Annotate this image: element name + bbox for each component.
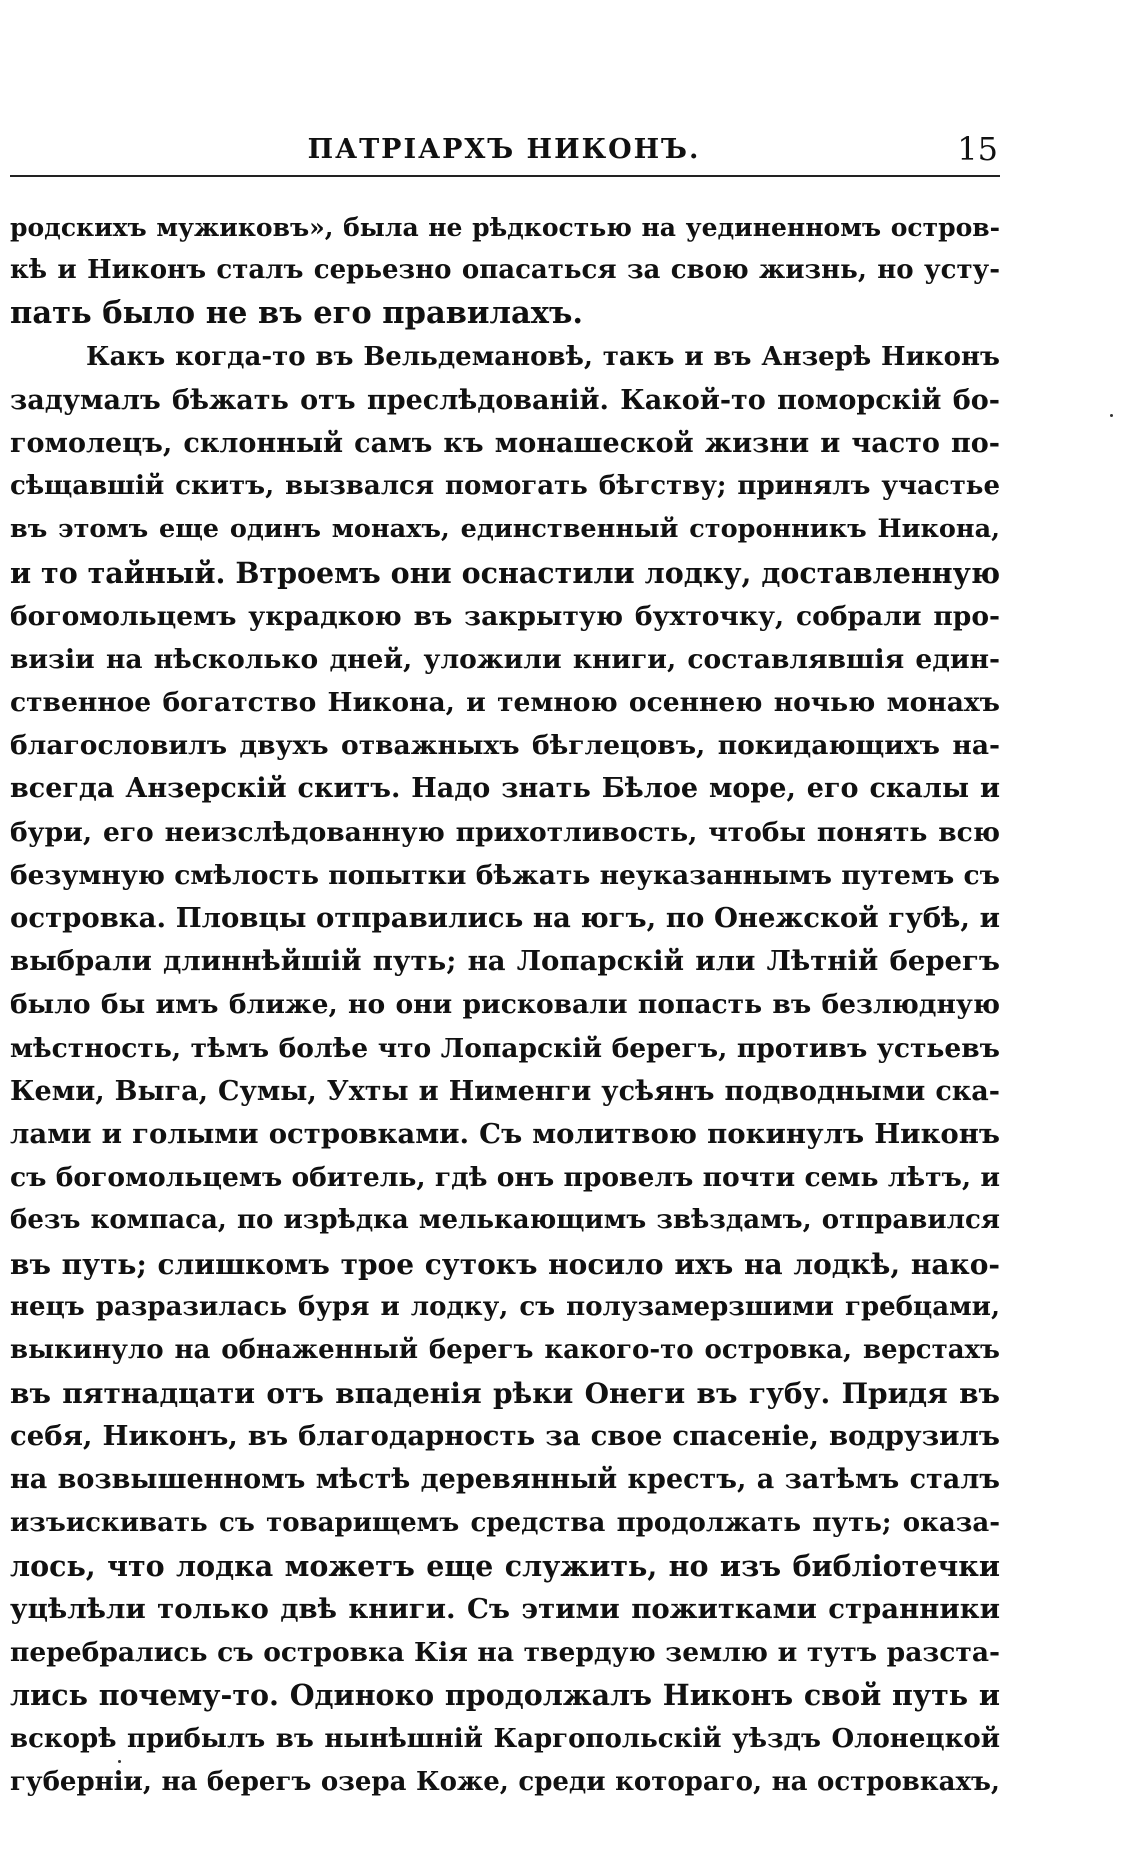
- text-line: гомолецъ, склонный самъ къ монашеской жизни и часто по-: [10, 427, 1000, 459]
- header-rule: [10, 175, 1000, 177]
- text-line: мѣстность, тѣмъ болѣе что Лопарскій берегъ, противъ устьевъ: [10, 1032, 1000, 1064]
- print-speck: [1110, 414, 1113, 417]
- page-number: 15: [957, 130, 998, 168]
- text-line: Кеми, Выга, Сумы, Ухты и Нименги усѣянъ подводными ска-: [10, 1075, 1000, 1107]
- text-line: нецъ разразилась буря и лодку, съ полузамерзшими гребцами,: [10, 1291, 1000, 1322]
- running-title: ПАТРІАРХЪ НИКОНЪ.: [307, 134, 701, 165]
- text-line: всегда Анзерскій скитъ. Надо знать Бѣлое море, его скалы и: [10, 773, 1000, 805]
- text-line: задумалъ бѣжать отъ преслѣдованій. Какой-то поморскій бо-: [10, 384, 1000, 416]
- text-line: было бы имъ ближе, но они рисковали попасть въ безлюдную: [10, 989, 1000, 1021]
- text-line: благословилъ двухъ отважныхъ бѣглецовъ, покидающихъ на-: [10, 730, 1000, 762]
- text-line: вскорѣ прибылъ въ нынѣшній Каргопольскій уѣздъ Олонецкой: [10, 1723, 1000, 1754]
- text-line: изъискивать съ товарищемъ средства продолжать путь; оказа-: [10, 1507, 1000, 1538]
- text-line: островка. Пловцы отправились на югъ, по Онежской губѣ, и: [10, 902, 1000, 934]
- text-line: родскихъ мужиковъ», была не рѣдкостью на уединенномъ остров-: [10, 213, 1000, 242]
- body-text: [10, 206, 1000, 1804]
- text-line: выкинуло на обнаженный берегъ какого-то островка, верстахъ: [10, 1334, 1000, 1365]
- text-line: лось, что лодка можетъ еще служить, но изъ библіотечки: [10, 1548, 1000, 1583]
- text-line: губерніи, на берегъ озера Коже, среди котораго, на островкахъ,: [10, 1766, 1000, 1797]
- text-line: кѣ и Никонъ сталъ серьезно опасаться за свою жизнь, но усту-: [10, 255, 1000, 286]
- text-line: въ этомъ еще одинъ монахъ, единственный сторонникъ Никона,: [10, 514, 1000, 545]
- page-header: [10, 130, 998, 169]
- text-line: на возвышенномъ мѣстѣ деревянный крестъ, а затѣмъ сталъ: [10, 1464, 1000, 1496]
- text-line: лись почему-то. Одиноко продолжалъ Никонъ свой путь и: [10, 1678, 1000, 1713]
- text-line: ственное богатство Никона, и темною осеннею ночью монахъ: [10, 687, 1000, 719]
- text-line: сѣщавшій скитъ, вызвался помогать бѣгству; принялъ участье: [10, 471, 1000, 502]
- text-line: и то тайный. Втроемъ они оснастили лодку, доставленную: [10, 555, 1000, 590]
- text-line: въ пятнадцати отъ впаденія рѣки Онеги въ губу. Придя въ: [10, 1377, 1000, 1411]
- text-line: безъ компаса, по изрѣдка мелькающимъ звѣздамъ, отправился: [10, 1205, 1000, 1236]
- text-line: визіи на нѣсколько дней, уложили книги, составлявшія един-: [10, 643, 1000, 675]
- text-line: уцѣлѣли только двѣ книги. Съ этими пожитками странники: [10, 1593, 1000, 1625]
- text-line: себя, Никонъ, въ благодарность за свое спасеніе, водрузилъ: [10, 1420, 1000, 1453]
- text-line: лами и голыми островками. Съ молитвою покинулъ Никонъ: [10, 1117, 1000, 1150]
- text-line: съ богомольцемъ обитель, гдѣ онъ провелъ почти семь лѣтъ, и: [10, 1162, 1000, 1194]
- text-line: въ путь; слишкомъ трое сутокъ носило ихъ на лодкѣ, нако-: [10, 1247, 1000, 1281]
- text-line: пать было не въ его правилахъ.: [10, 295, 583, 332]
- text-line: выбрали длиннѣйшій путь; на Лопарскій или Лѣтній берегъ: [10, 945, 1000, 978]
- text-line: богомольцемъ украдкою въ закрытую бухточку, собрали про-: [10, 600, 1000, 632]
- text-line: перебрались съ островка Кія на твердую землю и тутъ разста-: [10, 1637, 1000, 1669]
- print-speck: [118, 1760, 121, 1763]
- text-line: бури, его неизслѣдованную прихотливость, чтобы понять всю: [10, 816, 1000, 848]
- text-line: безумную смѣлость попытки бѣжать неуказаннымъ путемъ съ: [10, 859, 1000, 891]
- paragraph-first-line: Какъ когда-то въ Вельдемановѣ, такъ и въ Анзерѣ Никонъ: [86, 341, 1000, 372]
